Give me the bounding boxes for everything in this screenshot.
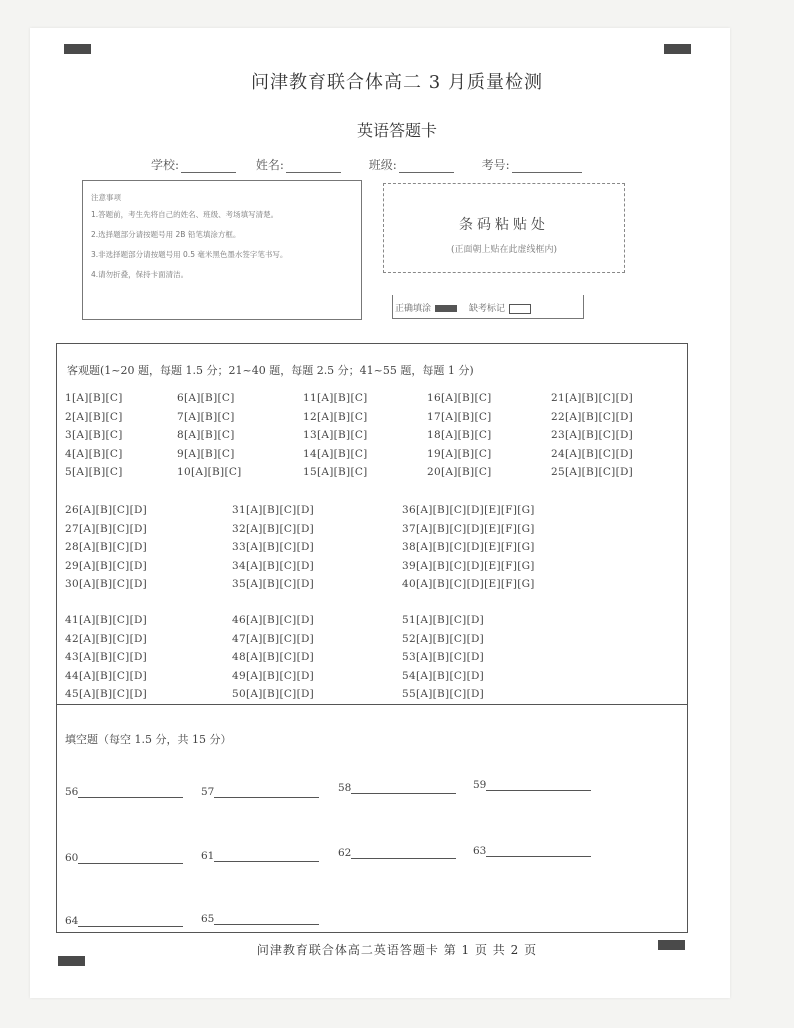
question-item[interactable]: 19[A][B][C] bbox=[427, 447, 492, 460]
registration-mark-top-left bbox=[64, 44, 91, 54]
notice-box bbox=[82, 180, 362, 320]
question-item[interactable]: 34[A][B][C][D] bbox=[232, 559, 315, 572]
blank-item[interactable] bbox=[201, 785, 319, 798]
question-item[interactable]: 1[A][B][C] bbox=[65, 392, 123, 404]
question-item[interactable]: 17[A][B][C] bbox=[427, 410, 492, 423]
question-item[interactable]: 28[A][B][C][D] bbox=[65, 541, 148, 553]
notice-item: 4.请勿折叠，保持卡面清洁。 bbox=[91, 270, 189, 279]
blank-item[interactable] bbox=[65, 851, 183, 864]
student-info-row bbox=[145, 156, 592, 173]
blank-number: 64 bbox=[65, 915, 79, 927]
school-field[interactable] bbox=[181, 160, 236, 173]
blank-line[interactable] bbox=[78, 785, 183, 798]
question-item[interactable]: 9[A][B][C] bbox=[177, 447, 235, 460]
question-item[interactable]: 33[A][B][C][D] bbox=[232, 541, 315, 553]
blank-item[interactable] bbox=[338, 846, 456, 859]
question-item[interactable]: 38[A][B][C][D][E][F][G] bbox=[402, 541, 535, 553]
blank-item[interactable] bbox=[65, 914, 183, 927]
school-label: 学校: bbox=[151, 158, 180, 172]
blank-line[interactable] bbox=[351, 846, 456, 859]
blank-number: 63 bbox=[473, 845, 487, 857]
question-item[interactable]: 37[A][B][C][D][E][F][G] bbox=[402, 522, 535, 535]
question-item[interactable]: 54[A][B][C][D] bbox=[402, 669, 485, 682]
notice-title: 注意事项 bbox=[91, 193, 121, 202]
question-item[interactable]: 55[A][B][C][D] bbox=[402, 688, 485, 700]
blank-item[interactable] bbox=[473, 778, 591, 791]
blank-number: 62 bbox=[338, 847, 352, 859]
barcode-area bbox=[383, 183, 625, 273]
question-item[interactable]: 52[A][B][C][D] bbox=[402, 632, 485, 645]
question-item[interactable]: 5[A][B][C] bbox=[65, 466, 123, 478]
blank-item[interactable] bbox=[338, 781, 456, 794]
question-item[interactable]: 39[A][B][C][D][E][F][G] bbox=[402, 559, 535, 572]
registration-mark-top-right bbox=[664, 44, 691, 54]
blank-number: 57 bbox=[201, 786, 215, 798]
blank-line[interactable] bbox=[486, 778, 591, 791]
blank-item[interactable] bbox=[65, 785, 183, 798]
question-item[interactable]: 30[A][B][C][D] bbox=[65, 578, 148, 590]
question-item[interactable]: 22[A][B][C][D] bbox=[551, 410, 634, 423]
blank-number: 59 bbox=[473, 779, 487, 791]
blank-line[interactable] bbox=[214, 785, 319, 798]
question-item[interactable]: 21[A][B][C][D] bbox=[551, 392, 634, 404]
question-item[interactable]: 29[A][B][C][D] bbox=[65, 559, 148, 572]
blank-line[interactable] bbox=[78, 914, 183, 927]
question-item[interactable]: 25[A][B][C][D] bbox=[551, 466, 634, 478]
question-item[interactable]: 24[A][B][C][D] bbox=[551, 447, 634, 460]
exam-title: 问津教育联合体高二 3 月质量检测 bbox=[251, 72, 543, 93]
exam-id-field[interactable] bbox=[512, 160, 582, 173]
blank-number: 58 bbox=[338, 782, 352, 794]
question-item[interactable]: 7[A][B][C] bbox=[177, 410, 235, 423]
question-item[interactable]: 18[A][B][C] bbox=[427, 429, 492, 441]
question-item[interactable]: 35[A][B][C][D] bbox=[232, 578, 315, 590]
question-item[interactable]: 46[A][B][C][D] bbox=[232, 614, 315, 626]
blank-number: 60 bbox=[65, 852, 79, 864]
name-field[interactable] bbox=[286, 160, 341, 173]
question-item[interactable]: 50[A][B][C][D] bbox=[232, 688, 315, 700]
question-item[interactable]: 6[A][B][C] bbox=[177, 392, 235, 404]
question-item[interactable]: 3[A][B][C] bbox=[65, 429, 123, 441]
section-divider bbox=[57, 704, 687, 705]
question-item[interactable]: 20[A][B][C] bbox=[427, 466, 492, 478]
notice-item: 3.非选择题部分请按题号用 0.5 毫米黑色墨水签字笔书写。 bbox=[91, 250, 288, 259]
absent-mark-box[interactable] bbox=[509, 304, 531, 314]
barcode-hint: (正面朝上贴在此虚线框内) bbox=[450, 245, 558, 255]
name-label: 姓名: bbox=[255, 158, 284, 172]
page-footer: 问津教育联合体高二英语答题卡 第 1 页 共 2 页 bbox=[256, 943, 538, 957]
class-field[interactable] bbox=[399, 160, 454, 173]
question-item[interactable]: 16[A][B][C] bbox=[427, 392, 492, 404]
blank-line[interactable] bbox=[214, 912, 319, 925]
question-item[interactable]: 53[A][B][C][D] bbox=[402, 651, 485, 663]
absent-mark-label: 缺考标记 bbox=[469, 304, 506, 314]
question-item[interactable]: 51[A][B][C][D] bbox=[402, 614, 485, 626]
fill-blank-header: 填空题（每空 1.5 分，共 15 分） bbox=[65, 733, 232, 746]
question-item[interactable]: 40[A][B][C][D][E][F][G] bbox=[402, 578, 535, 590]
blank-item[interactable] bbox=[201, 912, 319, 925]
question-item[interactable]: 15[A][B][C] bbox=[303, 466, 368, 478]
question-item[interactable]: 13[A][B][C] bbox=[303, 429, 368, 441]
question-item[interactable]: 49[A][B][C][D] bbox=[232, 669, 315, 682]
question-item[interactable]: 41[A][B][C][D] bbox=[65, 614, 148, 626]
question-item[interactable]: 12[A][B][C] bbox=[303, 410, 368, 423]
blank-number: 61 bbox=[201, 850, 215, 862]
question-item[interactable]: 23[A][B][C][D] bbox=[551, 429, 634, 441]
blank-line[interactable] bbox=[351, 781, 456, 794]
question-item[interactable]: 10[A][B][C] bbox=[177, 466, 242, 478]
fill-legend bbox=[392, 295, 584, 319]
blank-line[interactable] bbox=[214, 849, 319, 862]
blank-line[interactable] bbox=[486, 844, 591, 857]
barcode-label: 条码粘贴处 bbox=[459, 217, 549, 233]
blank-item[interactable] bbox=[201, 849, 319, 862]
question-item[interactable]: 42[A][B][C][D] bbox=[65, 632, 148, 645]
question-item[interactable]: 27[A][B][C][D] bbox=[65, 522, 148, 535]
question-item[interactable]: 31[A][B][C][D] bbox=[232, 504, 315, 516]
question-item[interactable]: 45[A][B][C][D] bbox=[65, 688, 148, 700]
question-item[interactable]: 43[A][B][C][D] bbox=[65, 651, 148, 663]
blank-line[interactable] bbox=[78, 851, 183, 864]
question-item[interactable]: 26[A][B][C][D] bbox=[65, 504, 148, 516]
question-item[interactable]: 44[A][B][C][D] bbox=[65, 669, 148, 682]
question-item[interactable]: 4[A][B][C] bbox=[65, 447, 123, 460]
blank-number: 56 bbox=[65, 786, 79, 798]
question-item[interactable]: 2[A][B][C] bbox=[65, 410, 123, 423]
question-item[interactable]: 11[A][B][C] bbox=[303, 392, 368, 404]
filled-box-icon bbox=[435, 305, 457, 312]
card-subtitle: 英语答题卡 bbox=[356, 121, 437, 140]
answer-region bbox=[56, 343, 688, 933]
question-item[interactable]: 8[A][B][C] bbox=[177, 429, 235, 441]
correct-fill-label: 正确填涂 bbox=[395, 304, 432, 314]
class-label: 班级: bbox=[368, 158, 397, 172]
exam-id-label: 考号: bbox=[481, 158, 510, 172]
notice-item: 1.答题前，考生先将自己的姓名、班级、考场填写清楚。 bbox=[91, 210, 279, 219]
question-item[interactable]: 36[A][B][C][D][E][F][G] bbox=[402, 504, 535, 516]
question-item[interactable]: 32[A][B][C][D] bbox=[232, 522, 315, 535]
blank-number: 65 bbox=[201, 913, 215, 925]
notice-item: 2.选择题部分请按题号用 2B 铅笔填涂方框。 bbox=[91, 230, 241, 239]
blank-item[interactable] bbox=[473, 844, 591, 857]
objective-header: 客观题(1~20 题，每题 1.5 分；21~40 题，每题 2.5 分；41~55 题，每题 1 分) bbox=[67, 364, 474, 377]
question-item[interactable]: 14[A][B][C] bbox=[303, 447, 368, 460]
question-item[interactable]: 47[A][B][C][D] bbox=[232, 632, 315, 645]
question-item[interactable]: 48[A][B][C][D] bbox=[232, 651, 315, 663]
